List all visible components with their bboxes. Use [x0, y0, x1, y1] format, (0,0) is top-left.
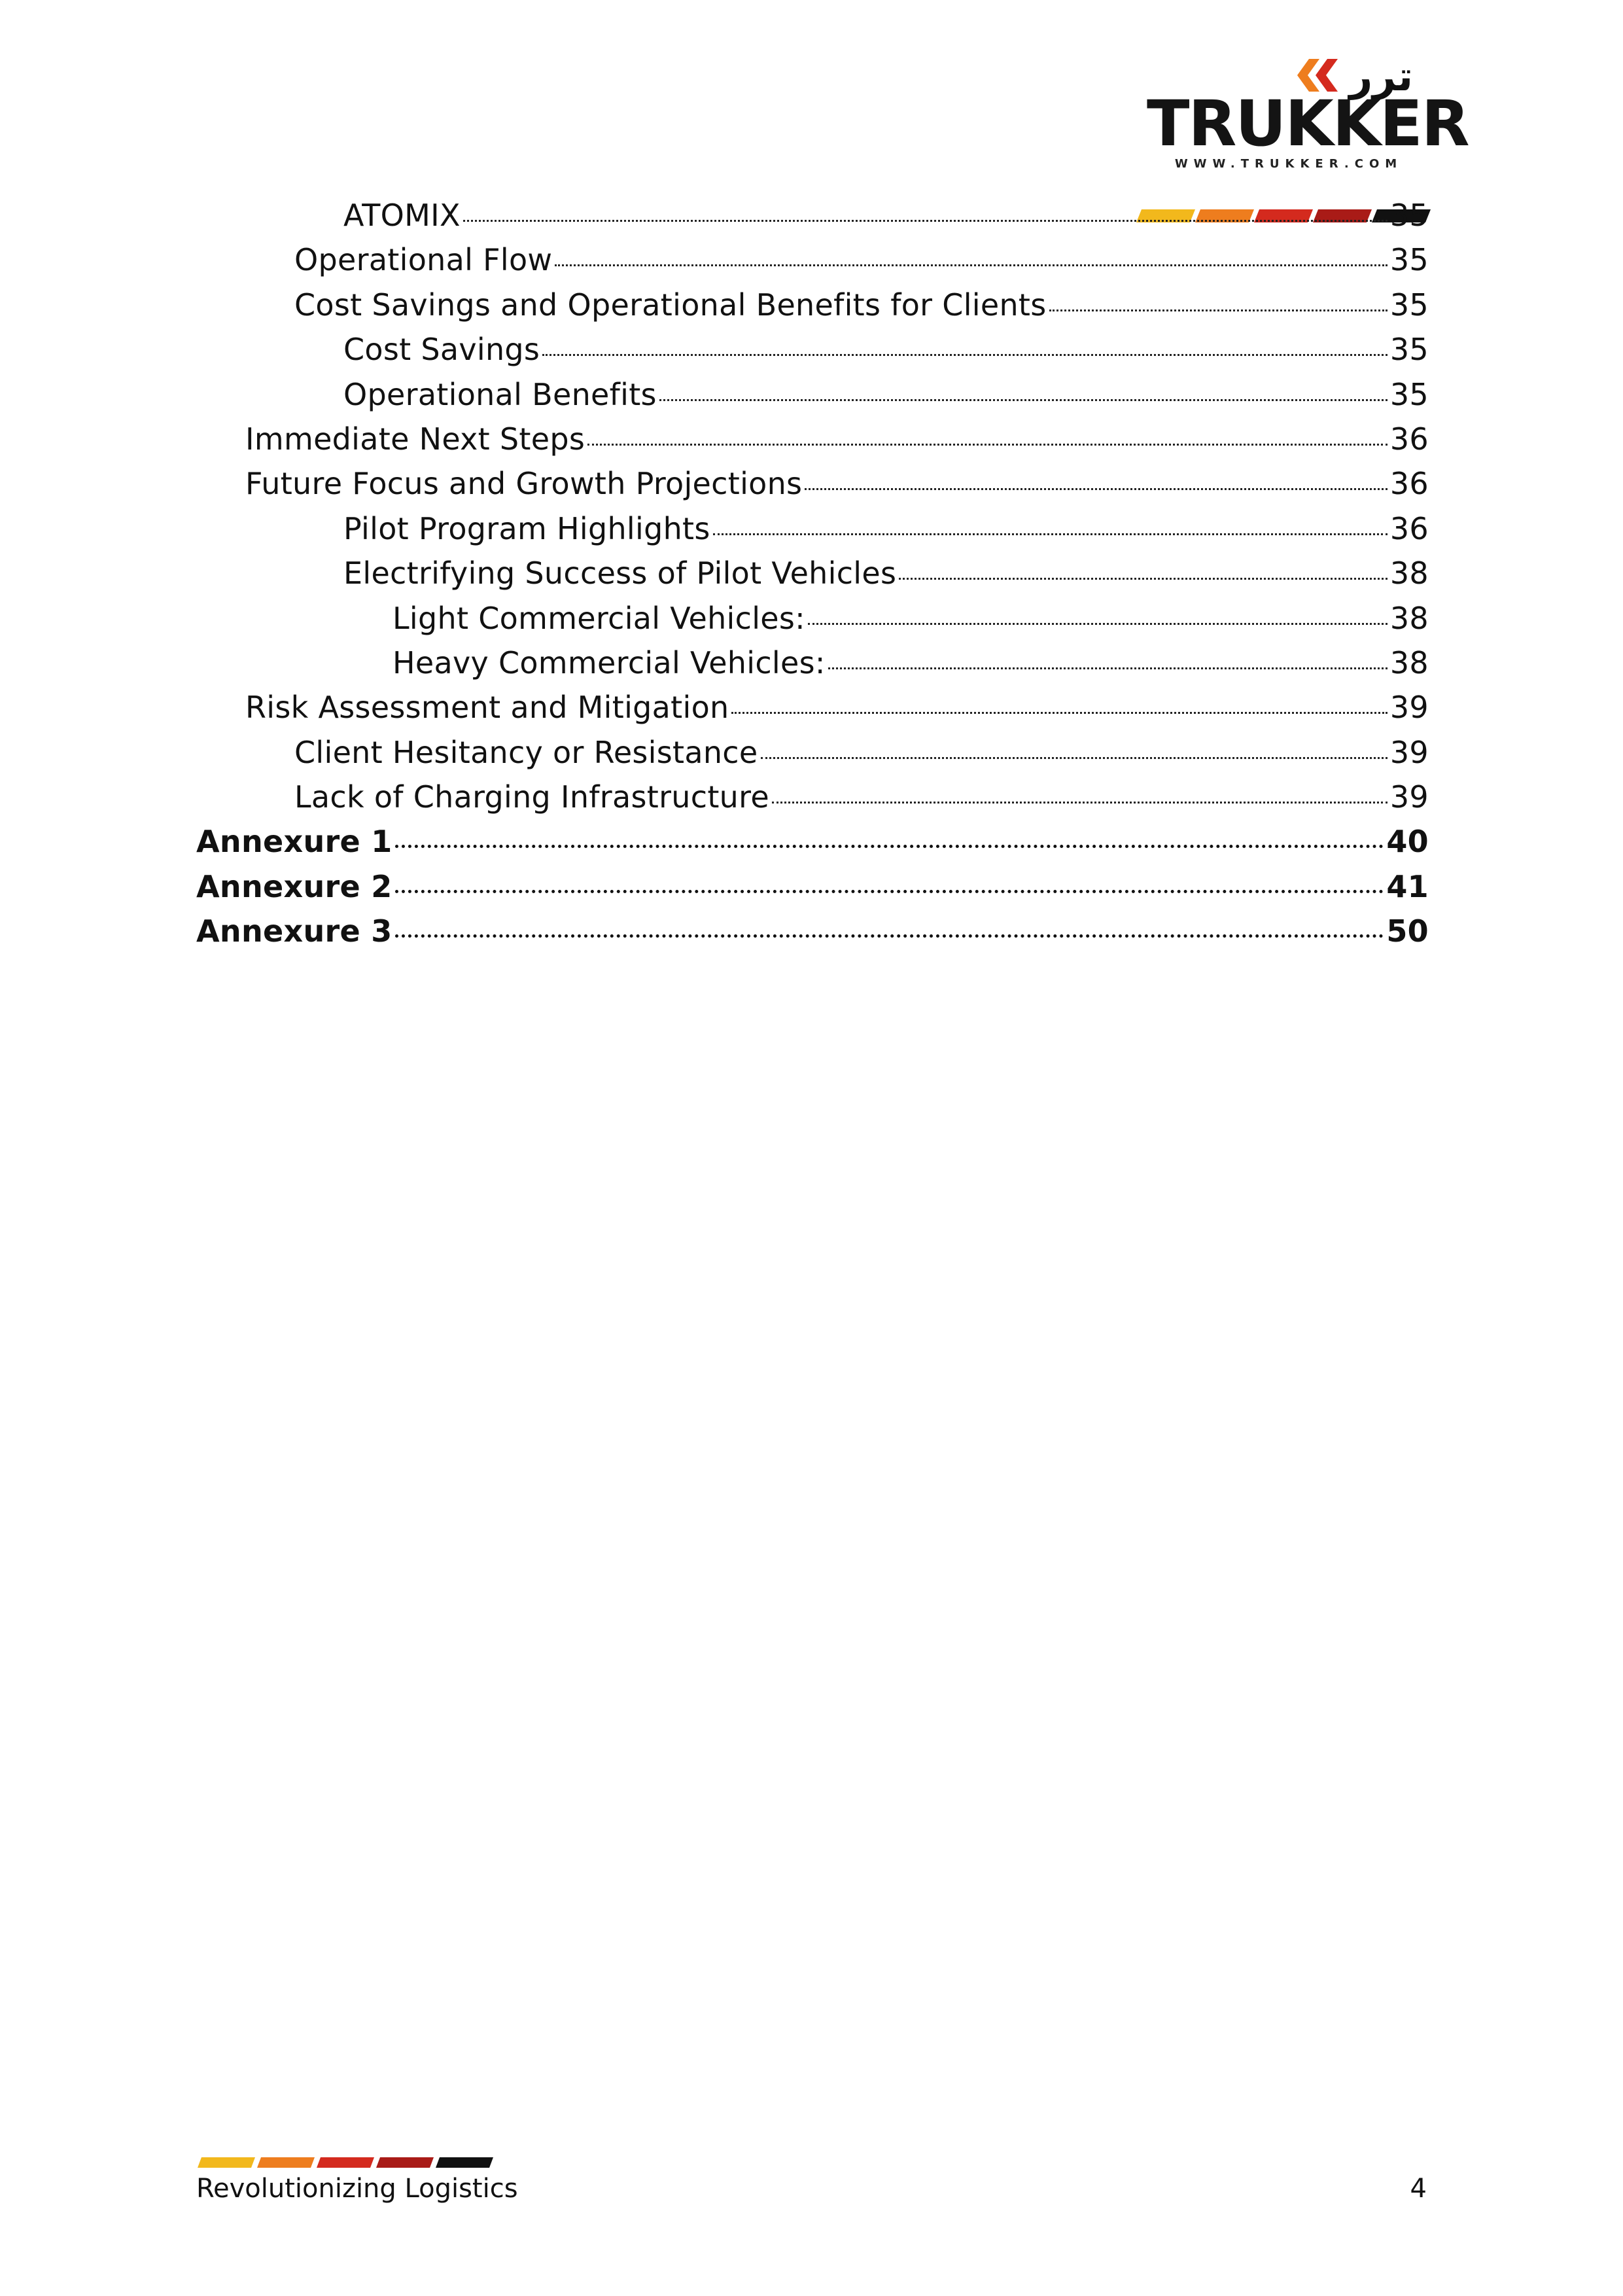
toc-entry[interactable]: [196, 775, 1429, 819]
toc-entry-page: 35: [1389, 242, 1429, 278]
toc-entry-title: Client Hesitancy or Resistance: [294, 734, 758, 770]
toc-entry[interactable]: [196, 596, 1429, 641]
logo-url: WWW.TRUKKER.COM: [1174, 157, 1403, 171]
toc-dot-leader: [713, 533, 1387, 535]
toc-entry-page: 36: [1389, 421, 1429, 457]
toc-entry[interactable]: [196, 238, 1429, 282]
toc-entry-page: 36: [1389, 510, 1429, 546]
toc-entry-title: Operational Benefits: [343, 376, 657, 412]
toc-entry-title: Annexure 1: [196, 824, 393, 860]
toc-dot-leader: [808, 623, 1387, 625]
toc-entry[interactable]: [196, 864, 1429, 909]
toc-dot-leader: [1049, 309, 1387, 311]
toc-entry-title: Lack of Charging Infrastructure: [294, 779, 769, 815]
toc-entry[interactable]: [196, 730, 1429, 775]
toc-entry[interactable]: [196, 506, 1429, 551]
table-of-contents: [196, 193, 1429, 954]
toc-entry-page: 39: [1389, 690, 1429, 726]
toc-entry-page: 50: [1386, 913, 1429, 949]
footer-color-stripes: [198, 2157, 495, 2169]
toc-entry[interactable]: [196, 461, 1429, 506]
footer-tagline: Revolutionizing Logistics: [196, 2174, 518, 2204]
toc-entry-page: 35: [1389, 376, 1429, 412]
toc-dot-leader: [828, 667, 1387, 669]
toc-entry-page: 38: [1389, 600, 1429, 636]
toc-entry-title: ATOMIX: [343, 198, 461, 233]
color-stripe: [376, 2157, 434, 2168]
toc-entry[interactable]: [196, 551, 1429, 595]
toc-dot-leader: [395, 890, 1384, 893]
toc-dot-leader: [555, 264, 1387, 266]
toc-entry-page: 39: [1389, 779, 1429, 815]
toc-entry-title: Risk Assessment and Mitigation: [245, 690, 729, 726]
toc-entry[interactable]: [196, 819, 1429, 864]
toc-entry[interactable]: [196, 372, 1429, 417]
color-stripe: [317, 2157, 374, 2168]
toc-entry-page: 35: [1389, 332, 1429, 368]
toc-dot-leader: [395, 934, 1384, 938]
color-stripe: [198, 2157, 255, 2168]
toc-entry-title: Future Focus and Growth Projections: [245, 466, 803, 502]
toc-entry-page: 40: [1386, 824, 1429, 860]
toc-entry-page: 35: [1389, 198, 1429, 233]
color-stripe: [436, 2157, 493, 2168]
toc-entry[interactable]: [196, 909, 1429, 953]
toc-entry[interactable]: [196, 193, 1429, 238]
toc-dot-leader: [761, 757, 1387, 759]
toc-dot-leader: [587, 444, 1387, 446]
page-number: 4: [1410, 2174, 1427, 2204]
logo-wordmark: TRUKKER: [1147, 87, 1469, 160]
toc-dot-leader: [395, 845, 1384, 848]
toc-dot-leader: [659, 399, 1387, 401]
toc-dot-leader: [899, 578, 1387, 580]
toc-entry-title: Cost Savings: [343, 332, 540, 368]
toc-entry-title: Electrifying Success of Pilot Vehicles: [343, 556, 897, 592]
toc-dot-leader: [805, 488, 1387, 490]
toc-entry[interactable]: [196, 641, 1429, 685]
logo-arabic-text: ترر: [1349, 52, 1413, 100]
toc-entry-page: 41: [1386, 868, 1429, 904]
toc-entry-page: 35: [1389, 287, 1429, 323]
toc-dot-leader: [542, 354, 1387, 356]
toc-entry-page: 38: [1389, 556, 1429, 592]
toc-entry-title: Cost Savings and Operational Benefits for Clients: [294, 287, 1047, 323]
toc-entry-title: Light Commercial Vehicles:: [393, 600, 805, 636]
toc-dot-leader: [731, 712, 1387, 714]
toc-entry-title: Operational Flow: [294, 242, 553, 278]
toc-entry[interactable]: [196, 417, 1429, 461]
toc-entry-title: Heavy Commercial Vehicles:: [393, 645, 826, 680]
color-stripe: [257, 2157, 315, 2168]
toc-dot-leader: [772, 802, 1387, 804]
toc-entry-title: Annexure 2: [196, 868, 393, 904]
toc-entry-title: Pilot Program Highlights: [343, 510, 710, 546]
trukker-logo: [1135, 52, 1469, 171]
toc-entry-page: 36: [1389, 466, 1429, 502]
toc-entry-title: Annexure 3: [196, 913, 393, 949]
toc-entry[interactable]: [196, 327, 1429, 372]
toc-entry-page: 39: [1389, 734, 1429, 770]
toc-entry[interactable]: [196, 685, 1429, 730]
toc-entry-page: 38: [1389, 645, 1429, 680]
toc-dot-leader: [463, 220, 1387, 222]
toc-entry[interactable]: [196, 283, 1429, 327]
toc-entry-title: Immediate Next Steps: [245, 421, 585, 457]
